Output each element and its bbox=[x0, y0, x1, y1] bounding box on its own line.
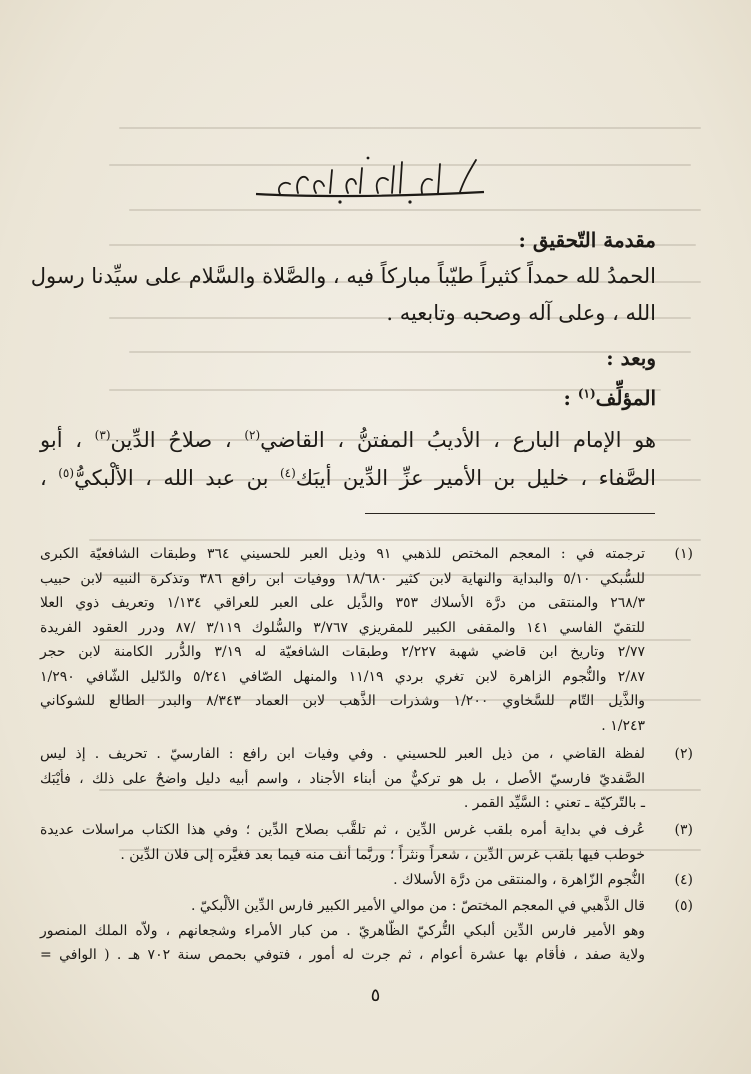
footnote-line: ٢/٨٧ والنُّجوم الزاهرة لابن تغري بردي ١١/١٩ والمنهل الصّافي ٥/٢٤١ والدّليل الشّافي ١/٢٩٠ bbox=[40, 668, 645, 685]
footnote-line: وهو الأمير فارس الدِّين ألبكي التُّركيّ الظّاهريّ . من كبار الأمراء وشجعانهم ، ولاّه الملك المنصور bbox=[40, 922, 645, 939]
footnote-line: ترجمته في : المعجم المختص للذهبي ٩١ وذيل العبر للحسيني ٣٦٤ وطبقات الشافعيّة الكبرى bbox=[40, 546, 645, 562]
bio-line-1 bbox=[40, 428, 656, 452]
footnote-3 bbox=[40, 818, 693, 867]
bio-text-1a: هو الإمام البارع ، الأديبُ المفتنُّ ، القاضي bbox=[260, 428, 657, 452]
wabad-heading: وبعد : bbox=[606, 346, 656, 370]
footnote-line: لفظة القاضي ، من ذيل العبر للحسيني . وفي وفيات ابن رافع : الفارسيّ . تحريف . إذ ليس bbox=[40, 746, 645, 762]
footnote-number: (١) bbox=[674, 546, 693, 562]
bio-text-2b: بن عبد الله ، الألْبكيُّ bbox=[74, 466, 280, 490]
section-heading: مقدمة التّحقيق : bbox=[518, 228, 656, 252]
author-label: المؤلِّف bbox=[595, 386, 656, 410]
footnote-5 bbox=[40, 894, 693, 968]
footnote-number: (٣) bbox=[674, 822, 693, 838]
footnote-number: (٢) bbox=[674, 746, 693, 762]
bio-text-2c: ، bbox=[40, 466, 59, 490]
footnote-line: عُرف في بداية أمره بلقب غرس الدِّين ، ثم تلقَّب بصلاح الدِّين ؛ وفي هذا الكتاب مراسلات عديدة bbox=[40, 822, 645, 838]
footnote-line: الصَّفديّ فارسيّ الأصل ، بل هو تركيٌّ من أبناء الأجناد ، واسم أبيه دليل واضحٌ على ذلك ، فأيْبَك bbox=[40, 770, 645, 787]
footnote-ref-1[interactable]: (١) bbox=[577, 386, 596, 401]
footnote-line: النُّجوم الزّاهرة ، والمنتقى من درَّة الأسلاك . bbox=[393, 872, 645, 888]
basmala-calligraphy bbox=[250, 150, 490, 210]
author-colon: : bbox=[563, 386, 578, 410]
footnote-separator bbox=[365, 513, 655, 514]
footnote-line: ـ بالتّركيّة ـ تعني : السَّيِّد القمر . bbox=[463, 795, 645, 811]
footnote-2 bbox=[40, 742, 693, 816]
footnote-line: قال الذَّهبي في المعجم المختصّ : من موالي الأمير الكبير فارس الدِّين الألْبكيّ . bbox=[190, 898, 645, 914]
footnote-ref-3[interactable]: (٣) bbox=[94, 428, 111, 442]
footnote-ref-4[interactable]: (٤) bbox=[279, 466, 296, 480]
footnote-number: (٥) bbox=[674, 898, 693, 914]
footnote-line: ٢/٧٧ وتاريخ ابن قاضي شهبة ٢/٢٢٧ وطبقات الشافعيّة له ٣/١٩ والدُّرر الكامنة لابن حجر bbox=[40, 644, 645, 660]
bio-text-2a: الصَّفاء ، خليل بن الأمير عزِّ الدِّين أيبَك bbox=[295, 466, 656, 490]
footnote-4 bbox=[40, 868, 693, 893]
footnote-line: ٢٦٨/٣ والمنتقى من درَّة الأسلاك ٣٥٣ والذَّيل على العبر للعراقي ١/١٣٤ وتعريف ذوي العلا bbox=[40, 595, 645, 611]
footnote-ref-5[interactable]: (٥) bbox=[58, 466, 75, 480]
footnote-line: للتقيّ الفاسي ١٤١ والمقفى الكبير للمقريزي ٣/٧٦٧ والسُّلوك ٣/١١٩ /٨٧ ودرر العقود الفريدة bbox=[40, 619, 646, 636]
footnote-line: للسُّبكي ٥/١٠ والبداية والنهاية لابن كثير ١٨/٦٨٠ ووفيات ابن رافع ٣٨٦ وتذكرة النبيه لابن حبيب bbox=[40, 570, 646, 587]
bio-text-1b: ، صلاحُ الدِّين bbox=[110, 428, 245, 452]
footnote-ref-2[interactable]: (٢) bbox=[244, 428, 261, 442]
footnote-line: والذَّيل التّام للسَّخاوي ١/٢٠٠ وشذرات الذَّهب لابن العماد ٨/٣٤٣ والبدر الطالع للشوكاني bbox=[40, 693, 646, 709]
footnote-1 bbox=[40, 542, 693, 738]
intro-line-2: الله ، وعلى آله وصحبه وتابعيه . bbox=[386, 301, 656, 325]
footnote-line: ولاية صفد ، فأقام بها عشرة أعوام ، ثم جرت له أمور ، فتوفي بحمص سنة ٧٠٢ هـ . ( الوافي = bbox=[40, 947, 645, 963]
footnote-line: ١/٢٤٣ . bbox=[601, 717, 645, 734]
bio-text-1c: ، أبو bbox=[40, 428, 95, 452]
bio-line-2 bbox=[40, 466, 656, 490]
footnote-line: خوطب فيها بلقب غرس الدِّين ، شعراً ونثراً ؛ وربَّما أنف منه فيما بعد فغيَّره إلى فلان الدِّين . bbox=[120, 846, 645, 863]
page-number: ٥ bbox=[370, 985, 381, 1006]
footnote-number: (٤) bbox=[674, 872, 693, 888]
author-heading bbox=[563, 386, 656, 410]
intro-line-1: الحمدُ لله حمداً كثيراً طيّباً مباركاً فيه ، والصَّلاة والسَّلام على سيِّدنا رسول bbox=[30, 264, 656, 288]
